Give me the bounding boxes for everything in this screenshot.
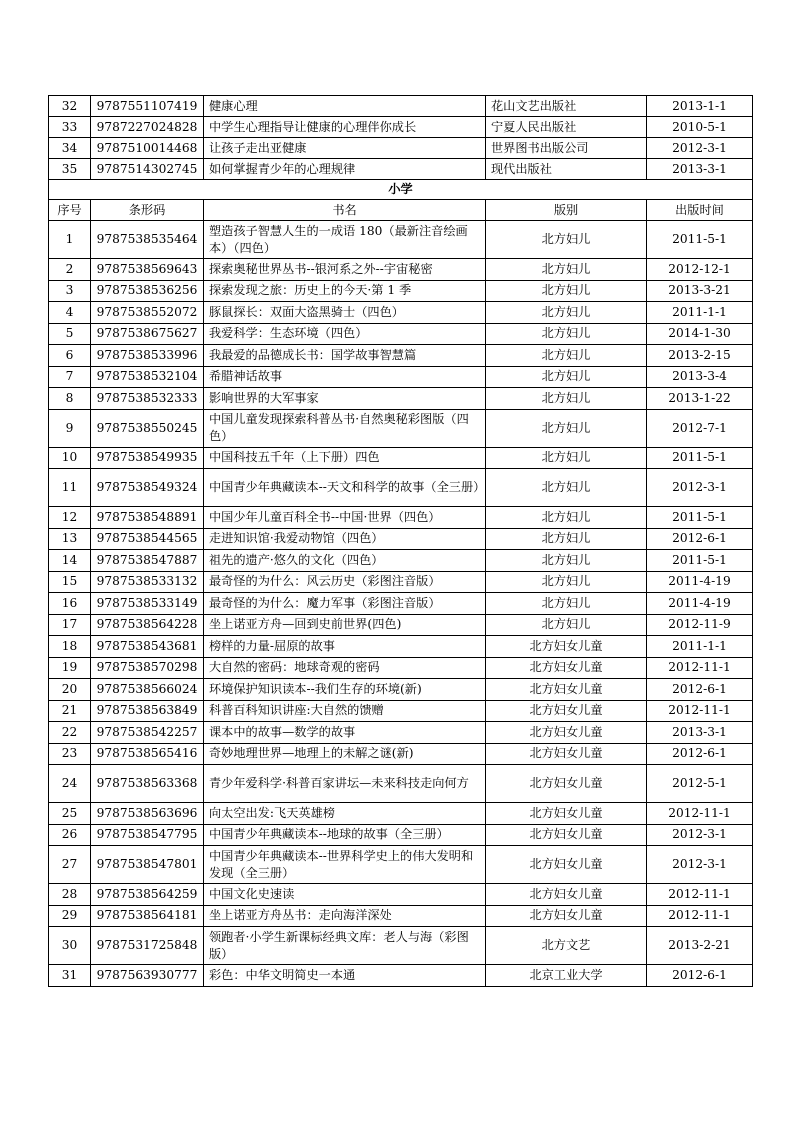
row-date: 2013-2-15 [647,345,753,367]
row-publisher: 北方妇儿 [486,550,647,572]
row-number: 18 [49,636,91,658]
row-publisher: 北方妇女儿童 [486,846,647,884]
row-barcode: 9787514302745 [91,159,204,180]
table-row [49,447,753,469]
row-number: 25 [49,803,91,825]
header-date: 出版时间 [647,200,753,221]
row-title: 中国科技五千年（上下册）四色 [204,447,486,469]
row-date: 2012-3-1 [647,138,753,159]
row-number: 24 [49,765,91,803]
row-barcode: 9787538675627 [91,323,204,345]
table-row [49,259,753,281]
row-number: 1 [49,221,91,259]
table-row [49,469,753,507]
table-row [49,280,753,302]
table-row [49,884,753,906]
row-date: 2012-6-1 [647,965,753,987]
row-publisher: 北方妇儿 [486,447,647,469]
row-title: 如何掌握青少年的心理规律 [204,159,486,180]
row-barcode: 9787538533132 [91,571,204,593]
row-publisher: 北方妇儿 [486,302,647,324]
table-row [49,965,753,987]
row-publisher: 北方妇女儿童 [486,722,647,744]
row-date: 2012-12-1 [647,259,753,281]
row-number: 4 [49,302,91,324]
row-barcode: 9787563930777 [91,965,204,987]
row-date: 2011-1-1 [647,302,753,324]
row-title: 课本中的故事—数学的故事 [204,722,486,744]
row-number: 15 [49,571,91,593]
row-barcode: 9787538547801 [91,846,204,884]
row-date: 2012-3-1 [647,469,753,507]
header-title: 书名 [204,200,486,221]
row-publisher: 北方妇儿 [486,259,647,281]
row-title: 健康心理 [204,96,486,117]
row-title: 中国文化史速读 [204,884,486,906]
row-barcode: 9787538570298 [91,657,204,679]
row-barcode: 9787538532333 [91,388,204,410]
row-date: 2011-5-1 [647,550,753,572]
row-barcode: 9787538565416 [91,743,204,765]
row-title: 坐上诺亚方舟丛书：走向海洋深处 [204,905,486,927]
row-number: 33 [49,117,91,138]
row-number: 3 [49,280,91,302]
table-row [49,117,753,138]
table-row [49,905,753,927]
row-publisher: 北方妇女儿童 [486,803,647,825]
row-title: 中国少年儿童百科全书--中国·世界（四色） [204,507,486,529]
row-title: 科普百科知识讲座:大自然的馈赠 [204,700,486,722]
row-publisher: 北方妇女儿童 [486,743,647,765]
row-title: 希腊神话故事 [204,366,486,388]
row-barcode: 9787538536256 [91,280,204,302]
row-publisher: 北方妇儿 [486,507,647,529]
row-publisher: 世界图书出版公司 [486,138,647,159]
row-publisher: 北方妇儿 [486,571,647,593]
row-title: 青少年爱科学·科普百家讲坛—未来科技走向何方 [204,765,486,803]
row-title: 我爱科学：生态环境（四色） [204,323,486,345]
row-number: 11 [49,469,91,507]
row-date: 2011-4-19 [647,593,753,615]
row-date: 2013-3-4 [647,366,753,388]
row-title: 影响世界的大军事家 [204,388,486,410]
row-date: 2012-11-1 [647,700,753,722]
table-row [49,528,753,550]
table-row [49,323,753,345]
row-title: 坐上诺亚方舟—回到史前世界(四色) [204,614,486,636]
row-publisher: 北方妇儿 [486,221,647,259]
table-row [49,722,753,744]
row-title: 探索奥秘世界丛书--银河系之外--宇宙秘密 [204,259,486,281]
section-title: 小学 [49,180,753,200]
row-publisher: 北方妇儿 [486,593,647,615]
book-list-table [48,95,753,987]
row-title: 走进知识馆·我爱动物馆（四色） [204,528,486,550]
row-date: 2013-3-1 [647,159,753,180]
row-number: 34 [49,138,91,159]
row-barcode: 9787538564259 [91,884,204,906]
row-publisher: 北方妇女儿童 [486,657,647,679]
row-barcode: 9787538549935 [91,447,204,469]
row-publisher: 北方妇女儿童 [486,679,647,701]
table-row [49,657,753,679]
row-number: 29 [49,905,91,927]
row-publisher: 宁夏人民出版社 [486,117,647,138]
row-barcode: 9787227024828 [91,117,204,138]
row-barcode: 9787551107419 [91,96,204,117]
row-date: 2013-1-22 [647,388,753,410]
row-number: 7 [49,366,91,388]
row-date: 2013-2-21 [647,927,753,965]
row-publisher: 北方妇儿 [486,323,647,345]
row-barcode: 9787538564181 [91,905,204,927]
row-publisher: 北方文艺 [486,927,647,965]
row-title: 豚鼠探长：双面大盗黑骑士（四色） [204,302,486,324]
row-publisher: 北方妇儿 [486,469,647,507]
table-row [49,138,753,159]
row-barcode: 9787538566024 [91,679,204,701]
header-barcode: 条形码 [91,200,204,221]
row-publisher: 北方妇女儿童 [486,905,647,927]
row-publisher: 北方妇儿 [486,280,647,302]
table-row [49,96,753,117]
row-barcode: 9787538564228 [91,614,204,636]
row-barcode: 9787510014468 [91,138,204,159]
table-row [49,366,753,388]
table-row [49,345,753,367]
table-header-row [49,200,753,221]
row-barcode: 9787538552072 [91,302,204,324]
row-barcode: 9787538563849 [91,700,204,722]
row-date: 2011-5-1 [647,221,753,259]
row-barcode: 9787531725848 [91,927,204,965]
row-number: 30 [49,927,91,965]
row-number: 6 [49,345,91,367]
row-title: 奇妙地理世界—地理上的未解之谜(新) [204,743,486,765]
row-number: 19 [49,657,91,679]
row-number: 27 [49,846,91,884]
row-barcode: 9787538548891 [91,507,204,529]
row-title: 我最爱的品德成长书：国学故事智慧篇 [204,345,486,367]
row-barcode: 9787538550245 [91,409,204,447]
table-row [49,824,753,846]
row-barcode: 9787538549324 [91,469,204,507]
table-row [49,803,753,825]
row-publisher: 北方妇儿 [486,366,647,388]
row-publisher: 北方妇女儿童 [486,884,647,906]
row-title: 中国青少年典藏读本--天文和科学的故事（全三册） [204,469,486,507]
row-number: 12 [49,507,91,529]
table-row [49,550,753,572]
row-title: 中学生心理指导让健康的心理伴你成长 [204,117,486,138]
table-row [49,159,753,180]
header-no: 序号 [49,200,91,221]
row-title: 大自然的密码：地球奇观的密码 [204,657,486,679]
row-number: 23 [49,743,91,765]
row-date: 2012-3-1 [647,846,753,884]
row-date: 2012-11-1 [647,803,753,825]
table-row [49,593,753,615]
row-title: 向太空出发:飞天英雄榜 [204,803,486,825]
row-date: 2011-5-1 [647,507,753,529]
row-publisher: 北方妇儿 [486,345,647,367]
row-barcode: 9787538547887 [91,550,204,572]
row-number: 31 [49,965,91,987]
row-date: 2013-1-1 [647,96,753,117]
row-date: 2012-6-1 [647,528,753,550]
header-publisher: 版别 [486,200,647,221]
row-number: 17 [49,614,91,636]
row-title: 中国青少年典藏读本--世界科学史上的伟大发明和发现（全三册） [204,846,486,884]
row-title: 中国青少年典藏读本--地球的故事（全三册） [204,824,486,846]
row-date: 2011-1-1 [647,636,753,658]
section-title-row [49,180,753,200]
row-date: 2012-11-1 [647,884,753,906]
row-publisher: 现代出版社 [486,159,647,180]
table-row [49,221,753,259]
row-publisher: 北方妇儿 [486,388,647,410]
row-barcode: 9787538547795 [91,824,204,846]
row-publisher: 北方妇儿 [486,528,647,550]
row-barcode: 9787538533149 [91,593,204,615]
row-barcode: 9787538544565 [91,528,204,550]
row-date: 2012-6-1 [647,743,753,765]
table-row [49,700,753,722]
table-row [49,388,753,410]
row-number: 10 [49,447,91,469]
row-publisher: 北京工业大学 [486,965,647,987]
row-barcode: 9787538563696 [91,803,204,825]
table-row [49,614,753,636]
row-date: 2012-11-1 [647,905,753,927]
table-row [49,507,753,529]
row-title: 领跑者·小学生新课标经典文库：老人与海（彩图版） [204,927,486,965]
table-row [49,409,753,447]
row-title: 塑造孩子智慧人生的一成语 180（最新注音绘画本）（四色） [204,221,486,259]
table-row [49,679,753,701]
row-number: 35 [49,159,91,180]
table-row [49,302,753,324]
row-publisher: 花山文艺出版社 [486,96,647,117]
row-number: 21 [49,700,91,722]
row-number: 20 [49,679,91,701]
row-publisher: 北方妇女儿童 [486,636,647,658]
row-number: 14 [49,550,91,572]
row-date: 2012-5-1 [647,765,753,803]
row-title: 中国儿童发现探索科普丛书·自然奥秘彩图版（四色） [204,409,486,447]
row-date: 2013-3-21 [647,280,753,302]
row-publisher: 北方妇儿 [486,409,647,447]
table-row [49,927,753,965]
row-barcode: 9787538543681 [91,636,204,658]
row-date: 2010-5-1 [647,117,753,138]
table-row [49,765,753,803]
table-row [49,743,753,765]
row-title: 榜样的力量-屈原的故事 [204,636,486,658]
table-row [49,846,753,884]
row-date: 2012-7-1 [647,409,753,447]
row-title: 彩色：中华文明简史一本通 [204,965,486,987]
row-number: 22 [49,722,91,744]
row-title: 祖先的遗产·悠久的文化（四色） [204,550,486,572]
row-number: 13 [49,528,91,550]
row-date: 2011-4-19 [647,571,753,593]
row-title: 最奇怪的为什么：魔力军事（彩图注音版） [204,593,486,615]
row-date: 2014-1-30 [647,323,753,345]
table-row [49,571,753,593]
row-publisher: 北方妇女儿童 [486,765,647,803]
row-barcode: 9787538533996 [91,345,204,367]
row-number: 5 [49,323,91,345]
row-date: 2012-3-1 [647,824,753,846]
row-publisher: 北方妇女儿童 [486,824,647,846]
row-number: 32 [49,96,91,117]
row-number: 2 [49,259,91,281]
row-barcode: 9787538569643 [91,259,204,281]
row-number: 26 [49,824,91,846]
row-barcode: 9787538535464 [91,221,204,259]
row-title: 探索发现之旅：历史上的今天·第 1 季 [204,280,486,302]
row-barcode: 9787538563368 [91,765,204,803]
row-date: 2012-6-1 [647,679,753,701]
row-date: 2011-5-1 [647,447,753,469]
table-row [49,636,753,658]
row-publisher: 北方妇女儿童 [486,700,647,722]
row-title: 让孩子走出亚健康 [204,138,486,159]
row-date: 2013-3-1 [647,722,753,744]
row-date: 2012-11-9 [647,614,753,636]
row-number: 28 [49,884,91,906]
row-barcode: 9787538542257 [91,722,204,744]
row-date: 2012-11-1 [647,657,753,679]
row-title: 最奇怪的为什么：风云历史（彩图注音版） [204,571,486,593]
row-number: 16 [49,593,91,615]
row-title: 环境保护知识读本--我们生存的环境(新) [204,679,486,701]
row-number: 8 [49,388,91,410]
row-publisher: 北方妇儿 [486,614,647,636]
row-number: 9 [49,409,91,447]
row-barcode: 9787538532104 [91,366,204,388]
